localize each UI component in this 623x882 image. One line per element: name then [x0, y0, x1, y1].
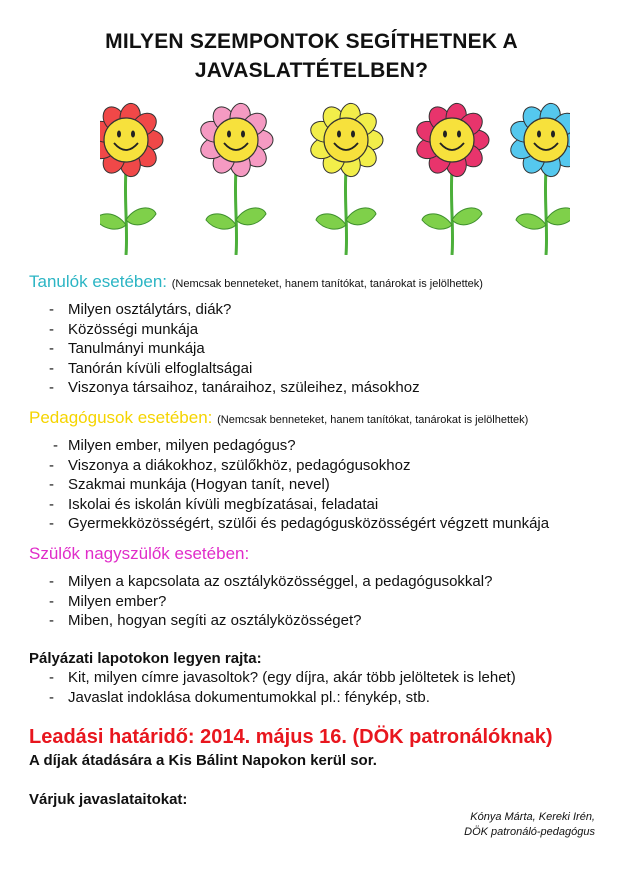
parents-list: [49, 572, 492, 631]
page-title: [0, 27, 623, 85]
signature-role: DÖK patronáló-pedagógus: [464, 826, 595, 838]
list-item: - Miben, hogyan segíti az osztályközösséget?: [49, 612, 362, 630]
students-list: [49, 300, 420, 398]
flower-3: [308, 102, 383, 255]
list-item: - Milyen a kapcsolata az osztályközösséggel, a pedagógusokkal?: [49, 573, 493, 590]
list-item: - Milyen ember, milyen pedagógus?: [53, 437, 296, 454]
list-item: - Iskolai és iskolán kívüli megbízatásai, feladatai: [49, 495, 379, 513]
section-heading-label: Tanulók esetében:: [29, 272, 167, 291]
section-students-heading: [29, 272, 483, 292]
flower-1: [100, 102, 163, 255]
list-item: - Szakmai munkája (Hogyan tanít, nevel): [49, 476, 330, 494]
signature-names: Kónya Márta, Kereki Irén,: [470, 811, 595, 823]
list-item: - Gyermekközösségért, szülői és pedagógusközösségért végzett munkája: [49, 515, 550, 533]
teachers-list: [49, 436, 549, 534]
section-heading-label: Szülők nagyszülők esetében:: [29, 544, 250, 563]
deadline-text: Leadási határidő: 2014. május 16. (DÖK patronálóknak): [29, 726, 553, 748]
closing-line: Várjuk javaslataitokat:: [29, 791, 188, 808]
section-parents-heading: [29, 544, 249, 564]
list-item: - Milyen osztálytárs, diák?: [49, 301, 232, 318]
flower-4: [414, 102, 489, 255]
title-line-2: JAVASLATTÉTELBEN?: [194, 59, 429, 82]
list-item: - Viszonya a diákokhoz, szülőkhöz, pedagógusokhoz: [49, 456, 411, 474]
section-note: (Nemcsak benneteket, hanem tanítókat, tanárokat is jelölhettek): [171, 278, 483, 290]
flower-illustration: [100, 95, 570, 255]
title-line-1: MILYEN SZEMPONTOK SEGÍTHETNEK A: [105, 30, 518, 53]
list-item: - Javaslat indoklása dokumentumokkal pl.: fénykép, stb.: [49, 688, 430, 706]
flower-2: [198, 102, 273, 255]
flower-5: [508, 102, 570, 255]
list-item: - Tanórán kívüli elfoglaltságai: [49, 359, 253, 377]
section-heading-label: Pedagógusok esetében:: [29, 408, 213, 427]
list-item: - Közösségi munkája: [49, 320, 199, 338]
signature-block: [464, 810, 595, 840]
award-line: A díjak átadására a Kis Bálint Napokon kerül sor.: [29, 752, 377, 769]
application-list: [49, 668, 516, 707]
section-teachers-heading: [29, 408, 528, 428]
application-heading: Pályázati lapotokon legyen rajta:: [29, 650, 262, 667]
list-item: - Milyen ember?: [49, 592, 167, 610]
section-note: (Nemcsak benneteket, hanem tanítókat, tanárokat is jelölhettek): [217, 414, 529, 426]
list-item: - Tanulmányi munkája: [49, 340, 205, 358]
list-item: - Kit, milyen címre javasoltok? (egy díjra, akár több jelöltetek is lehet): [49, 669, 516, 686]
list-item: - Viszonya társaihoz, tanáraihoz, szüleihez, másokhoz: [49, 379, 420, 397]
